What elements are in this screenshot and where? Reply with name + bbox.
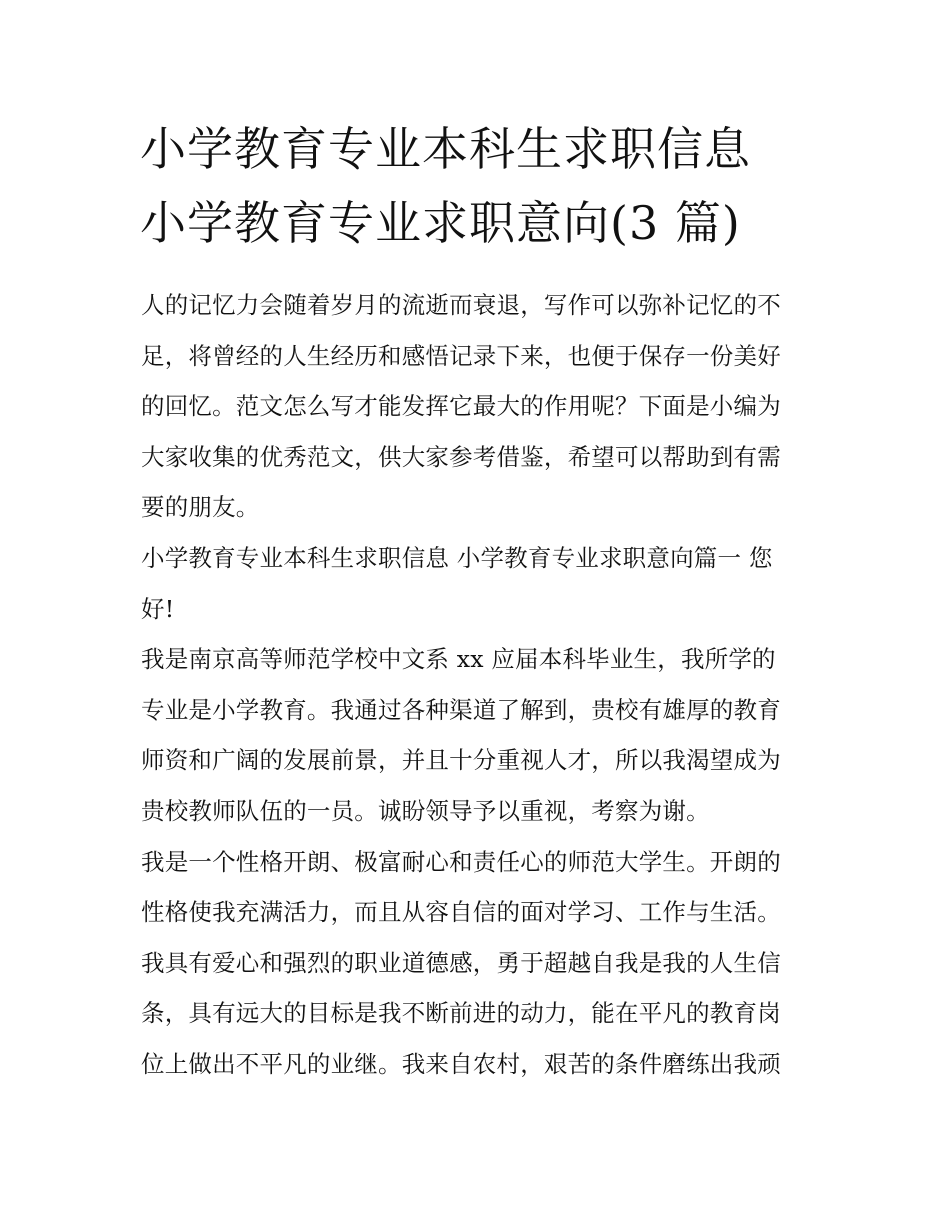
text-line: 小学教育专业本科生求职信息 小学教育专业求职意向篇一 您 xyxy=(141,543,773,572)
intro-paragraph xyxy=(141,280,813,533)
title-line: 小学教育专业本科生求职信息 xyxy=(140,122,751,176)
text-line: 位上做出不平凡的业继。我来自农村，艰苦的条件磨练出我顽 xyxy=(141,1049,781,1078)
text-line: 好! xyxy=(141,594,175,623)
text-line: 师资和广阔的发展前景，并且十分重视人才，所以我渴望成为 xyxy=(141,746,781,775)
title-line: 小学教育专业求职意向(3 篇) xyxy=(140,196,741,250)
body-paragraph xyxy=(141,837,813,1090)
document-title xyxy=(140,112,830,260)
text-line: 贵校教师队伍的一员。诚盼领导予以重视，考察为谢。 xyxy=(141,796,710,825)
document-body xyxy=(141,280,813,1090)
section-heading-paragraph xyxy=(141,533,813,634)
text-line: 大家收集的优秀范文，供大家参考借鉴，希望可以帮助到有需 xyxy=(141,442,781,471)
text-line: 性格使我充满活力，而且从容自信的面对学习、工作与生活。 xyxy=(141,898,781,927)
text-line: 条，具有远大的目标是我不断前进的动力，能在平凡的教育岗 xyxy=(141,999,781,1028)
text-line: 足，将曾经的人生经历和感悟记录下来，也便于保存一份美好 xyxy=(141,341,781,370)
text-line: 要的朋友。 xyxy=(141,493,260,522)
text-line: 专业是小学教育。我通过各种渠道了解到，贵校有雄厚的教育 xyxy=(141,695,781,724)
text-line: 我是南京高等师范学校中文系 xx 应届本科毕业生，我所学的 xyxy=(141,645,776,674)
body-paragraph xyxy=(141,634,813,836)
text-line: 我是一个性格开朗、极富耐心和责任心的师范大学生。开朗的 xyxy=(141,847,781,876)
text-line: 的回忆。范文怎么写才能发挥它最大的作用呢？下面是小编为 xyxy=(141,392,781,421)
text-line: 人的记忆力会随着岁月的流逝而衰退，写作可以弥补记忆的不 xyxy=(141,291,781,319)
text-line: 我具有爱心和强烈的职业道德感，勇于超越自我是我的人生信 xyxy=(141,948,781,977)
